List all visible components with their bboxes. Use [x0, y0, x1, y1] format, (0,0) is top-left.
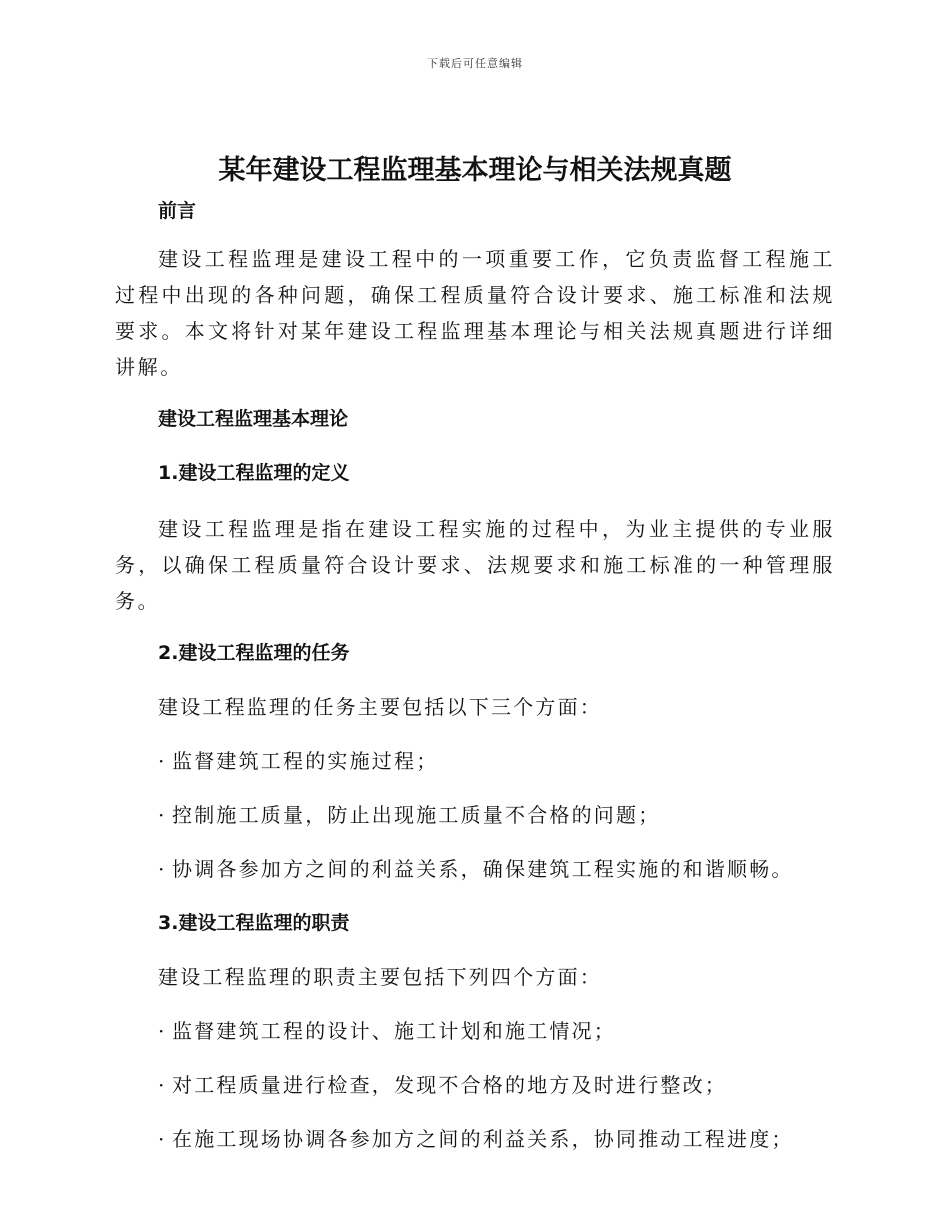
list-item [115, 1123, 835, 1155]
list-item [115, 799, 835, 831]
list-item-text: 在施工现场协调各参加方之间的利益关系，协同推动工程进度； [172, 1127, 794, 1151]
list-item [115, 1015, 835, 1047]
list-item [115, 1069, 835, 1101]
section-2-intro: 建设工程监理的任务主要包括以下三个方面： [158, 695, 602, 719]
list-item-text: 协调各参加方之间的利益关系，确保建筑工程实施的和谐顺畅。 [172, 857, 794, 881]
preface-heading: 前言 [158, 200, 197, 222]
list-item-text: 控制施工质量，防止出现施工质量不合格的问题； [172, 803, 661, 827]
preface-paragraph: 建设工程监理是建设工程中的一项重要工作，它负责监督工程施工过程中出现的各种问题，确保工程质量符合设计要求、施工标准和法规要求。本文将针对某年建设工程监理基本理论与相关法规真题进行详细讲解。 [115, 247, 835, 379]
list-item-text: 监督建筑工程的实施过程； [172, 749, 439, 773]
bullet-icon: · [158, 1127, 167, 1151]
section-3-heading: 3.建设工程监理的职责 [158, 912, 350, 934]
header-note: 下载后可任意编辑 [427, 57, 523, 70]
section-3-intro: 建设工程监理的职责主要包括下列四个方面： [158, 965, 602, 989]
bullet-icon: · [158, 803, 167, 827]
bullet-icon: · [158, 749, 167, 773]
theory-heading: 建设工程监理基本理论 [158, 408, 349, 430]
list-item-text: 监督建筑工程的设计、施工计划和施工情况； [172, 1019, 616, 1043]
document-body [115, 195, 835, 1177]
list-item [115, 853, 835, 885]
document-title: 某年建设工程监理基本理论与相关法规真题 [218, 155, 732, 186]
section-2-heading: 2.建设工程监理的任务 [158, 642, 350, 664]
bullet-icon: · [158, 1019, 167, 1043]
list-item [115, 745, 835, 777]
section-1-paragraph: 建设工程监理是指在建设工程实施的过程中，为业主提供的专业服务，以确保工程质量符合设计要求、法规要求和施工标准的一种管理服务。 [115, 517, 835, 613]
section-1-heading: 1.建设工程监理的定义 [158, 462, 350, 484]
list-item-text: 对工程质量进行检查，发现不合格的地方及时进行整改； [172, 1073, 727, 1097]
bullet-icon: · [158, 1073, 167, 1097]
bullet-icon: · [158, 857, 167, 881]
